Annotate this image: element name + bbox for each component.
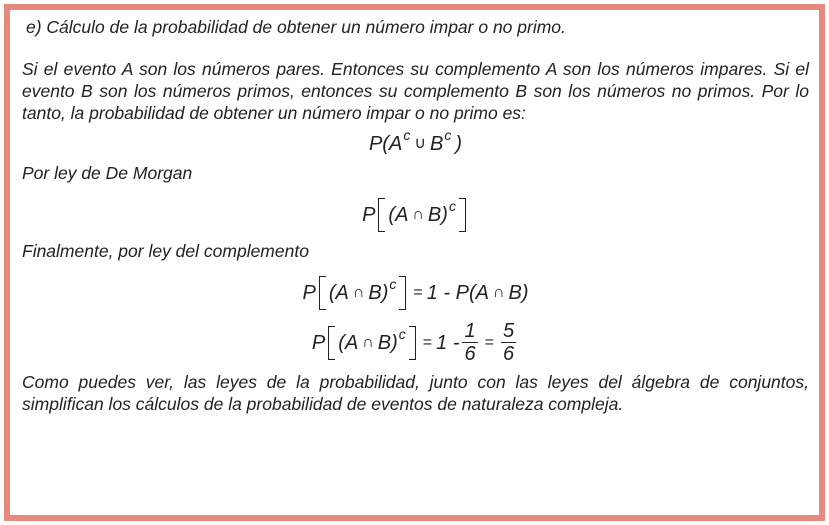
fraction-denominator: 6	[502, 343, 515, 365]
math-p: P	[362, 204, 376, 226]
math-open-paren: (	[328, 282, 336, 304]
math-p: P	[455, 282, 469, 304]
math-a: A	[388, 133, 403, 155]
fraction-five-sixths	[501, 320, 516, 365]
math-b: B	[430, 133, 444, 155]
label-de-morgan: Por ley de De Morgan	[22, 163, 193, 183]
math-a: A	[335, 282, 349, 304]
math-close-paren: )	[521, 282, 529, 304]
section-title: e) Cálculo de la probabilidad de obtener un número impar o no primo.	[26, 17, 566, 37]
left-bracket	[319, 276, 326, 310]
math-b: B	[427, 204, 442, 226]
label-complemento: Finalmente, por ley del complemento	[22, 241, 309, 261]
math-close-paren: )	[381, 282, 389, 304]
intro-paragraph: Si el evento A son los números pares. Entonces su complemento A son los números impares. Si el evento B son los números primos, entonces su complemento B son los números no primos. Por lo tanto, la probabilidad de obtener un número impar o no primo es:	[22, 59, 809, 123]
math-intersection-symbol: ∩	[362, 333, 374, 351]
content-frame	[4, 4, 825, 521]
math-open-paren: (	[388, 204, 396, 226]
math-close-paren: )	[441, 204, 448, 226]
equation-complement	[22, 276, 809, 310]
conclusion-paragraph: Como puedes ver, las leyes de la probabilidad, junto con las leyes del álgebra de conjuntos, simplifican los cálculos de la probabilidad de eventos de naturaleza compleja.	[22, 372, 809, 414]
math-b: B	[368, 282, 382, 304]
math-one-minus: 1 -	[436, 331, 460, 354]
fraction-one-sixth	[462, 320, 477, 365]
math-a: A	[344, 331, 359, 354]
math-close-paren: )	[455, 133, 463, 155]
math-union-symbol: ∪	[414, 135, 427, 152]
math-b: B	[377, 331, 392, 354]
math-intersection-symbol: ∩	[412, 206, 424, 223]
math-sup-c: c	[448, 198, 456, 214]
fraction-denominator: 6	[464, 343, 476, 365]
math-sup-c: c	[403, 127, 411, 143]
math-open-paren: (	[468, 282, 476, 304]
math-equals: =	[484, 333, 494, 351]
equation-union	[22, 127, 809, 158]
math-open-paren: (	[382, 133, 389, 155]
math-intersection-symbol: ∩	[492, 284, 505, 301]
math-p: P	[368, 133, 383, 155]
math-open-paren: (	[338, 331, 345, 354]
math-a: A	[475, 282, 489, 304]
math-a: A	[395, 204, 409, 226]
math-p: P	[311, 331, 326, 354]
content-body	[22, 16, 809, 415]
math-close-paren: )	[391, 331, 398, 354]
math-sup-c: c	[444, 127, 452, 143]
right-bracket	[409, 326, 416, 360]
left-bracket	[328, 326, 335, 360]
equation-result	[22, 320, 809, 365]
math-equals: =	[422, 333, 433, 351]
left-bracket	[378, 198, 385, 232]
math-sup-c: c	[398, 325, 406, 342]
math-one-minus: 1 -	[426, 282, 451, 304]
fraction-numerator: 5	[502, 320, 515, 342]
fraction-numerator: 1	[464, 320, 476, 342]
math-sup-c: c	[389, 276, 397, 292]
equation-de-morgan	[22, 198, 809, 232]
right-bracket	[399, 276, 406, 310]
math-equals: =	[413, 284, 423, 301]
right-bracket	[459, 198, 466, 232]
math-b: B	[508, 282, 522, 304]
math-intersection-symbol: ∩	[352, 284, 365, 301]
math-p: P	[302, 282, 316, 304]
